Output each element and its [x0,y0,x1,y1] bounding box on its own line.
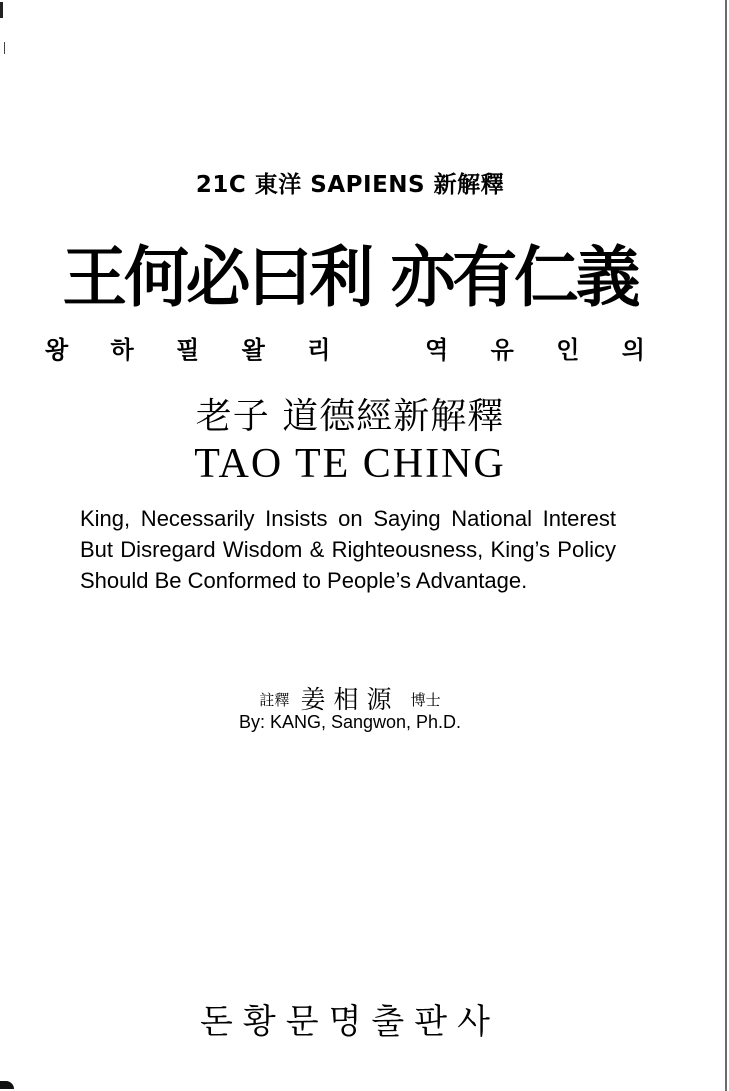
series-line: 21C 東洋 SAPIENS 新解釋 [195,172,505,198]
english-description: King, Necessarily Insists on Saying National Interest But Disregard Wisdom & Righteousness, King’s Policy Should Be Conformed to People’s Advantage. [80,506,616,593]
page-edge-line [725,0,727,1091]
scan-mark [0,1081,14,1089]
subtitle-english: TAO TE CHING [194,441,506,487]
reading-syllable: 인 [556,336,580,364]
reading-syllable: 역 [425,336,449,364]
reading-syllable: 유 [490,336,514,364]
annotator-line [0,680,700,716]
annotator-name: 姜相源 [300,685,400,714]
reading-syllable: 하 [110,336,134,364]
publisher-name: 돈황문명출판사 [200,1002,500,1042]
reading-syllable: 왈 [241,336,265,364]
reading-syllable: 의 [621,336,645,364]
scan-mark [0,2,3,18]
scan-mark [4,42,5,54]
reading-syllable: 리 [307,336,331,364]
korean-reading [45,330,645,365]
reading-syllable: 필 [176,336,200,364]
annotator-prefix: 註釋 [259,691,290,709]
subtitle-chinese: 老子 道德經新解釋 [195,396,505,437]
main-title: 王何必曰利 亦有仁義 [62,238,638,316]
reading-syllable: 왕 [45,336,69,364]
annotator-suffix: 博士 [410,691,441,709]
author-byline: By: KANG, Sangwon, Ph.D. [238,712,462,732]
